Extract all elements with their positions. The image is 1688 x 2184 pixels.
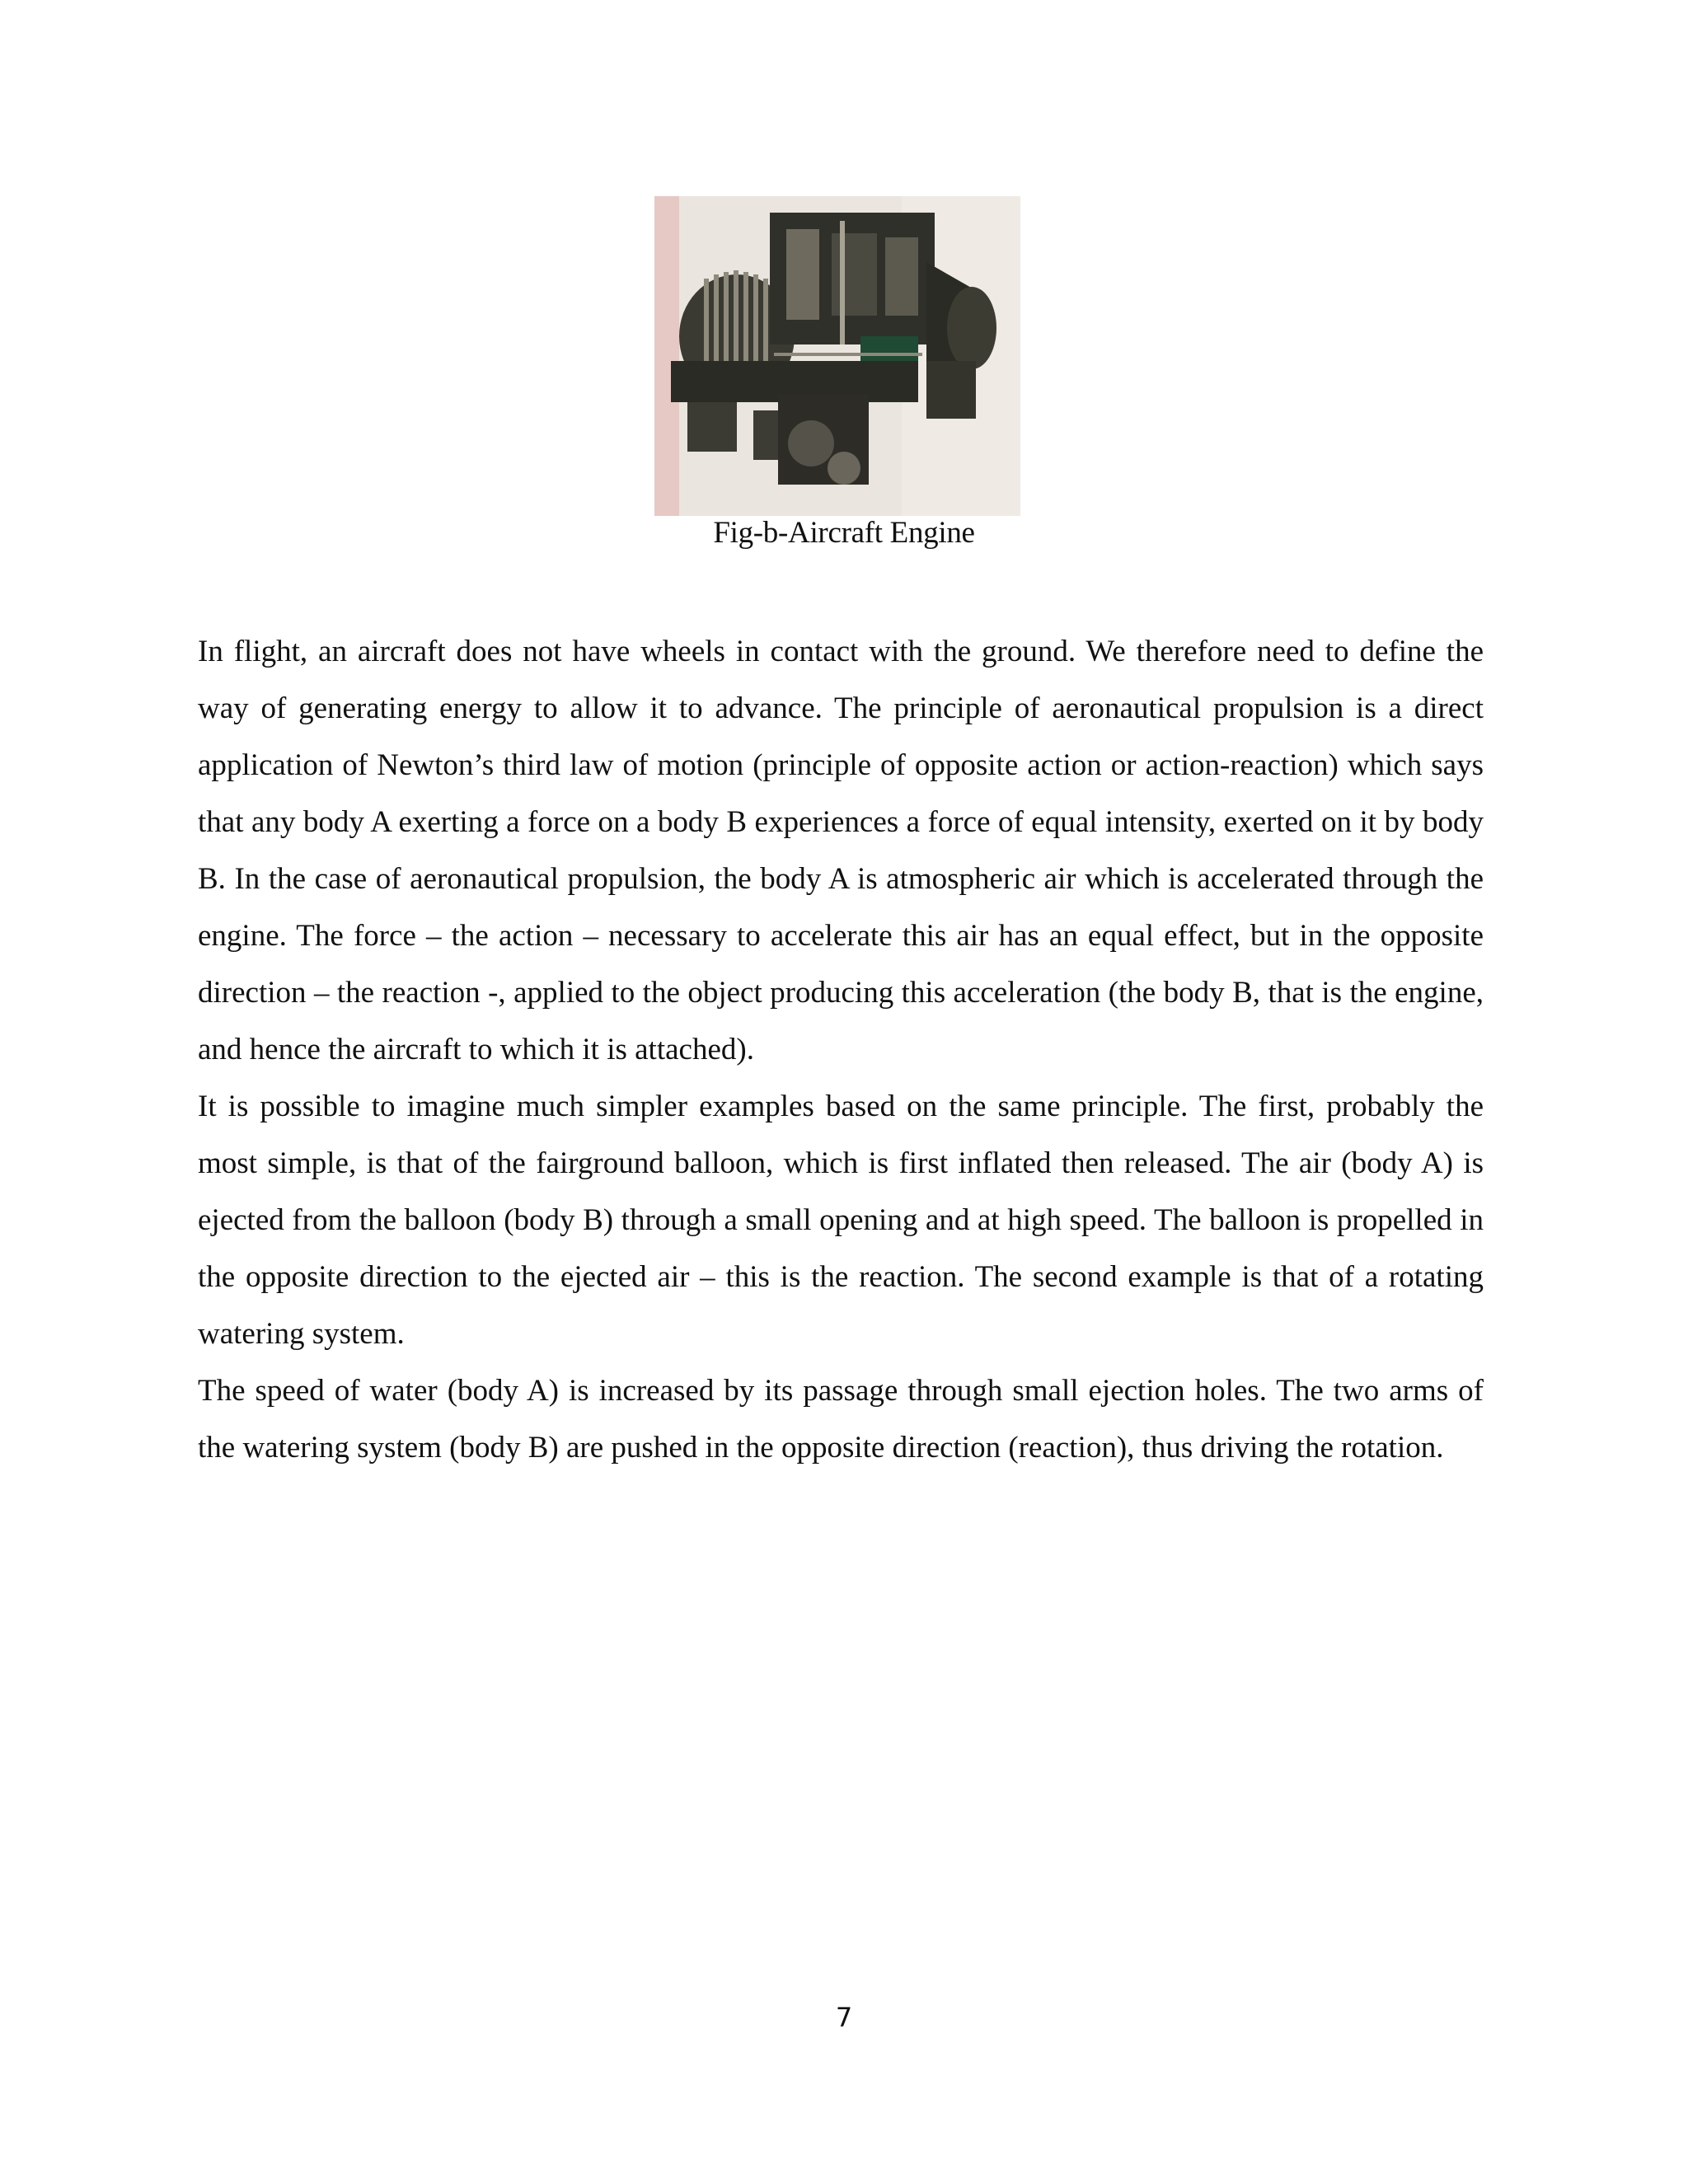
aircraft-engine-image xyxy=(654,196,1020,516)
aircraft-engine-icon xyxy=(654,196,1020,516)
page-number: 7 xyxy=(835,2002,853,2033)
body-text xyxy=(198,623,1484,1476)
paragraph-watering-system: The speed of water (body A) is increased by its passage through small ejection holes. The two arms of the watering system (body B) are pushed in the opposite direction (reaction), thus driving the rotation. xyxy=(198,1374,1484,1465)
figure-caption: Fig-b-Aircraft Engine xyxy=(713,516,975,550)
paragraph-balloon-example: It is possible to imagine much simpler examples based on the same principle. The first, probably the most simple, is that of the fairground balloon, which is first inflated then released. The air (body A) is ejected from the balloon (body B) through a small opening and at high speed. The balloon is propelled in the opposite direction to the ejected air – this is the reaction. The second example is that of a rotating watering system. xyxy=(198,1090,1484,1351)
paragraph-propulsion-principle: In flight, an aircraft does not have wheels in contact with the ground. We therefore need to define the way of generating energy to allow it to advance. The principle of aeronautical propulsion is a direct application of Newton’s third law of motion (principle of opposite action or action-reaction) which says that any body A exerting a force on a body B experiences a force of equal intensity, exerted on it by body B. In the case of aeronautical propulsion, the body A is atmospheric air which is accelerated through the engine. The force – the action – necessary to accelerate this air has an equal effect, but in the opposite direction – the reaction -, applied to the object producing this acceleration (the body B, that is the engine, and hence the aircraft to which it is attached). xyxy=(198,635,1484,1066)
